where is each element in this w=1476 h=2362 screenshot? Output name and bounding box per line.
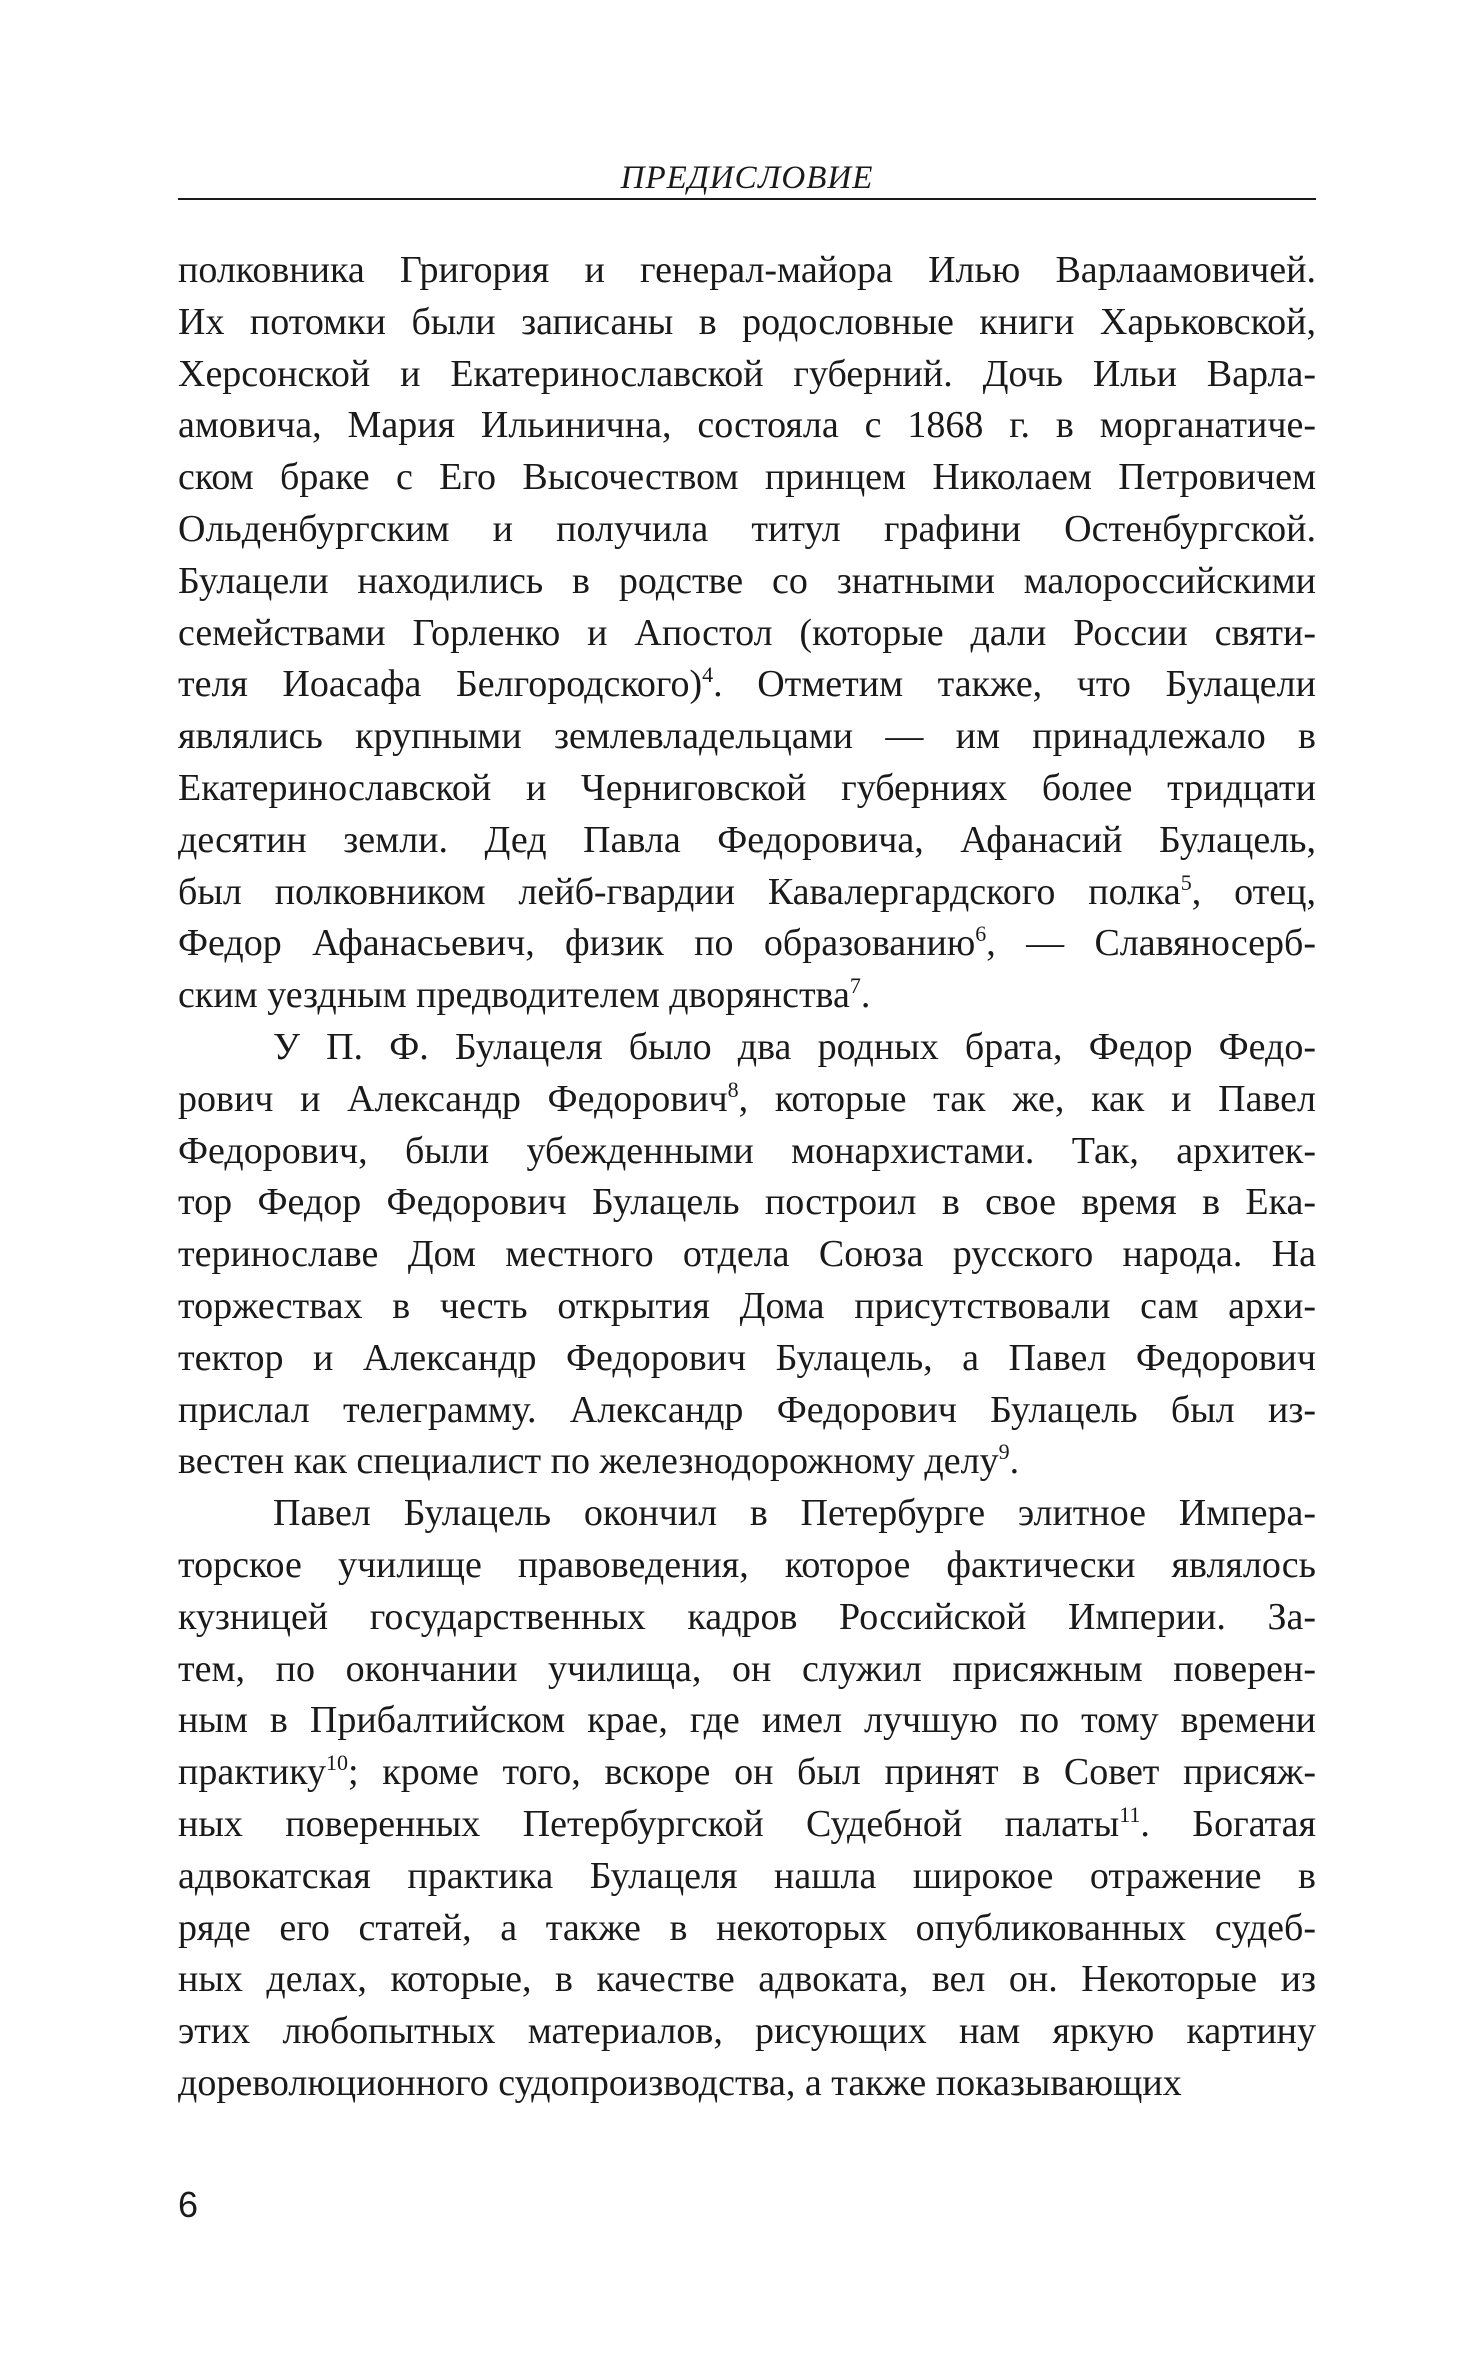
text-segment: практику bbox=[178, 1751, 327, 1794]
footnote-marker: 10 bbox=[326, 1750, 349, 1776]
running-head bbox=[178, 158, 1316, 200]
text-line bbox=[178, 452, 1316, 504]
text-segment: ным в Прибалтийском крае, где имел лучшую по тому времени bbox=[178, 1699, 1316, 1742]
page-number: 6 bbox=[178, 2184, 199, 2225]
footnote-marker: 4 bbox=[702, 662, 714, 688]
text-line bbox=[178, 1747, 1316, 1799]
text-line bbox=[178, 867, 1316, 919]
text-segment: амовича, Мария Ильинична, состояла с 1868 г. в морганатиче- bbox=[178, 404, 1316, 447]
text-line bbox=[178, 556, 1316, 608]
text-segment: торжествах в честь открытия Дома присутствовали сам архи- bbox=[178, 1284, 1316, 1327]
text-segment: полковника Григория и генерал-майора Илью Варлаамовичей. bbox=[178, 249, 1316, 291]
text-line bbox=[178, 659, 1316, 711]
text-segment: был полковником лейб-гвардии Кавалергардского полка bbox=[178, 870, 1181, 913]
text-line bbox=[178, 349, 1316, 401]
text-line bbox=[178, 245, 1316, 297]
text-segment: десятин земли. Дед Павла Федоровича, Афанасий Булацель, bbox=[178, 818, 1316, 861]
text-line bbox=[178, 608, 1316, 660]
text-segment: . Отметим также, что Булацели bbox=[713, 663, 1316, 706]
text-segment: , отец, bbox=[1191, 870, 1316, 913]
text-line bbox=[178, 1799, 1316, 1851]
text-line bbox=[178, 1954, 1316, 2006]
text-segment: Их потомки были записаны в родословные книги Харьковской, bbox=[178, 300, 1316, 343]
text-line bbox=[178, 1177, 1316, 1229]
text-line bbox=[178, 297, 1316, 349]
text-line bbox=[178, 1540, 1316, 1592]
text-line bbox=[178, 1644, 1316, 1696]
text-line bbox=[178, 1333, 1316, 1385]
text-segment: кузницей государственных кадров Российской Империи. За- bbox=[178, 1595, 1316, 1638]
text-segment: этих любопытных материалов, рисующих нам яркую картину bbox=[178, 2010, 1316, 2053]
text-segment: Ольденбургским и получила титул графини Остенбургской. bbox=[178, 507, 1316, 550]
text-segment: Федор Афанасьевич, физик по образованию bbox=[178, 922, 976, 965]
text-segment: адвокатская практика Булацеля нашла широкое отражение в bbox=[178, 1854, 1316, 1897]
running-title: ПРЕДИСЛОВИЕ bbox=[620, 160, 874, 196]
text-segment: торское училище правоведения, которое фактически являлось bbox=[178, 1543, 1316, 1586]
text-segment: семействами Горленко и Апостол (которые дали России святи- bbox=[178, 611, 1316, 654]
text-segment: ским уездным предводителем дворянства bbox=[178, 974, 850, 1017]
paragraph bbox=[178, 1488, 1316, 2110]
text-segment: Федорович, были убежденными монархистами. Так, архитек- bbox=[178, 1129, 1316, 1172]
text-segment: , — Славяносерб- bbox=[986, 922, 1316, 965]
text-line bbox=[178, 1592, 1316, 1644]
text-line bbox=[178, 1126, 1316, 1178]
text-line bbox=[178, 1074, 1316, 1126]
footnote-marker: 6 bbox=[975, 921, 987, 947]
text-line bbox=[178, 1851, 1316, 1903]
text-line bbox=[178, 2058, 1316, 2110]
text-line bbox=[178, 400, 1316, 452]
text-line bbox=[178, 1436, 1316, 1488]
text-segment: тем, по окончании училища, он служил присяжным поверен- bbox=[178, 1647, 1316, 1690]
text-line bbox=[178, 2006, 1316, 2058]
text-line bbox=[178, 815, 1316, 867]
text-segment: ряде его статей, а также в некоторых опубликованных судеб- bbox=[178, 1906, 1316, 1949]
text-line bbox=[178, 711, 1316, 763]
text-segment: вестен как специалист по железнодорожному делу bbox=[178, 1440, 999, 1483]
text-segment: , которые так же, как и Павел bbox=[738, 1077, 1316, 1120]
body-text bbox=[178, 245, 1316, 2110]
text-line bbox=[178, 918, 1316, 970]
text-line bbox=[178, 970, 1316, 1022]
text-segment: являлись крупными землевладельцами — им принадлежало в bbox=[178, 715, 1316, 758]
text-segment: ных поверенных Петербургской Судебной палаты bbox=[178, 1802, 1120, 1845]
footnote-marker: 9 bbox=[998, 1439, 1010, 1465]
text-line bbox=[178, 504, 1316, 556]
text-line bbox=[178, 1385, 1316, 1437]
text-line bbox=[178, 1281, 1316, 1333]
footnote-marker: 5 bbox=[1180, 869, 1192, 895]
text-segment: тор Федор Федорович Булацель построил в свое время в Ека- bbox=[178, 1181, 1316, 1224]
text-segment: . bbox=[860, 974, 871, 1017]
text-segment: Екатеринославской и Черниговской губерниях более тридцати bbox=[178, 766, 1316, 809]
footnote-marker: 11 bbox=[1119, 1801, 1141, 1827]
text-line bbox=[178, 1022, 1316, 1074]
paragraph bbox=[178, 1022, 1316, 1488]
text-segment: теля Иоасафа Белгородского) bbox=[178, 663, 703, 706]
footnote-marker: 7 bbox=[849, 973, 861, 999]
text-segment: . bbox=[1009, 1440, 1020, 1483]
text-segment: ; кроме того, вскоре он был принят в Совет присяж- bbox=[348, 1751, 1316, 1794]
text-line bbox=[178, 1229, 1316, 1281]
footnote-marker: 8 bbox=[727, 1076, 739, 1102]
text-segment: У П. Ф. Булацеля было два родных брата, Федор Федо- bbox=[273, 1025, 1316, 1068]
text-segment: прислал телеграмму. Александр Федорович Булацель был из- bbox=[178, 1388, 1316, 1431]
text-line bbox=[178, 763, 1316, 815]
text-line bbox=[178, 1903, 1316, 1955]
text-segment: . Богатая bbox=[1140, 1802, 1316, 1845]
text-segment: Булацели находились в родстве со знатными малороссийскими bbox=[178, 559, 1316, 602]
text-segment: Павел Булацель окончил в Петербурге элитное Импера- bbox=[273, 1492, 1316, 1535]
text-line bbox=[178, 1488, 1316, 1540]
text-segment: Херсонской и Екатеринославской губерний. Дочь Ильи Варла- bbox=[178, 352, 1316, 395]
text-line bbox=[178, 1695, 1316, 1747]
text-segment: тектор и Александр Федорович Булацель, а Павел Федорович bbox=[178, 1336, 1316, 1379]
text-segment: дореволюционного судопроизводства, а также показывающих bbox=[178, 2061, 1182, 2104]
text-segment: ных делах, которые, в качестве адвоката, вел он. Некоторые из bbox=[178, 1958, 1316, 2001]
text-segment: теринославе Дом местного отдела Союза русского народа. На bbox=[178, 1233, 1316, 1276]
paragraph bbox=[178, 245, 1316, 1022]
text-segment: рович и Александр Федорович bbox=[178, 1077, 728, 1120]
text-segment: ском браке с Его Высочеством принцем Николаем Петровичем bbox=[178, 456, 1316, 499]
